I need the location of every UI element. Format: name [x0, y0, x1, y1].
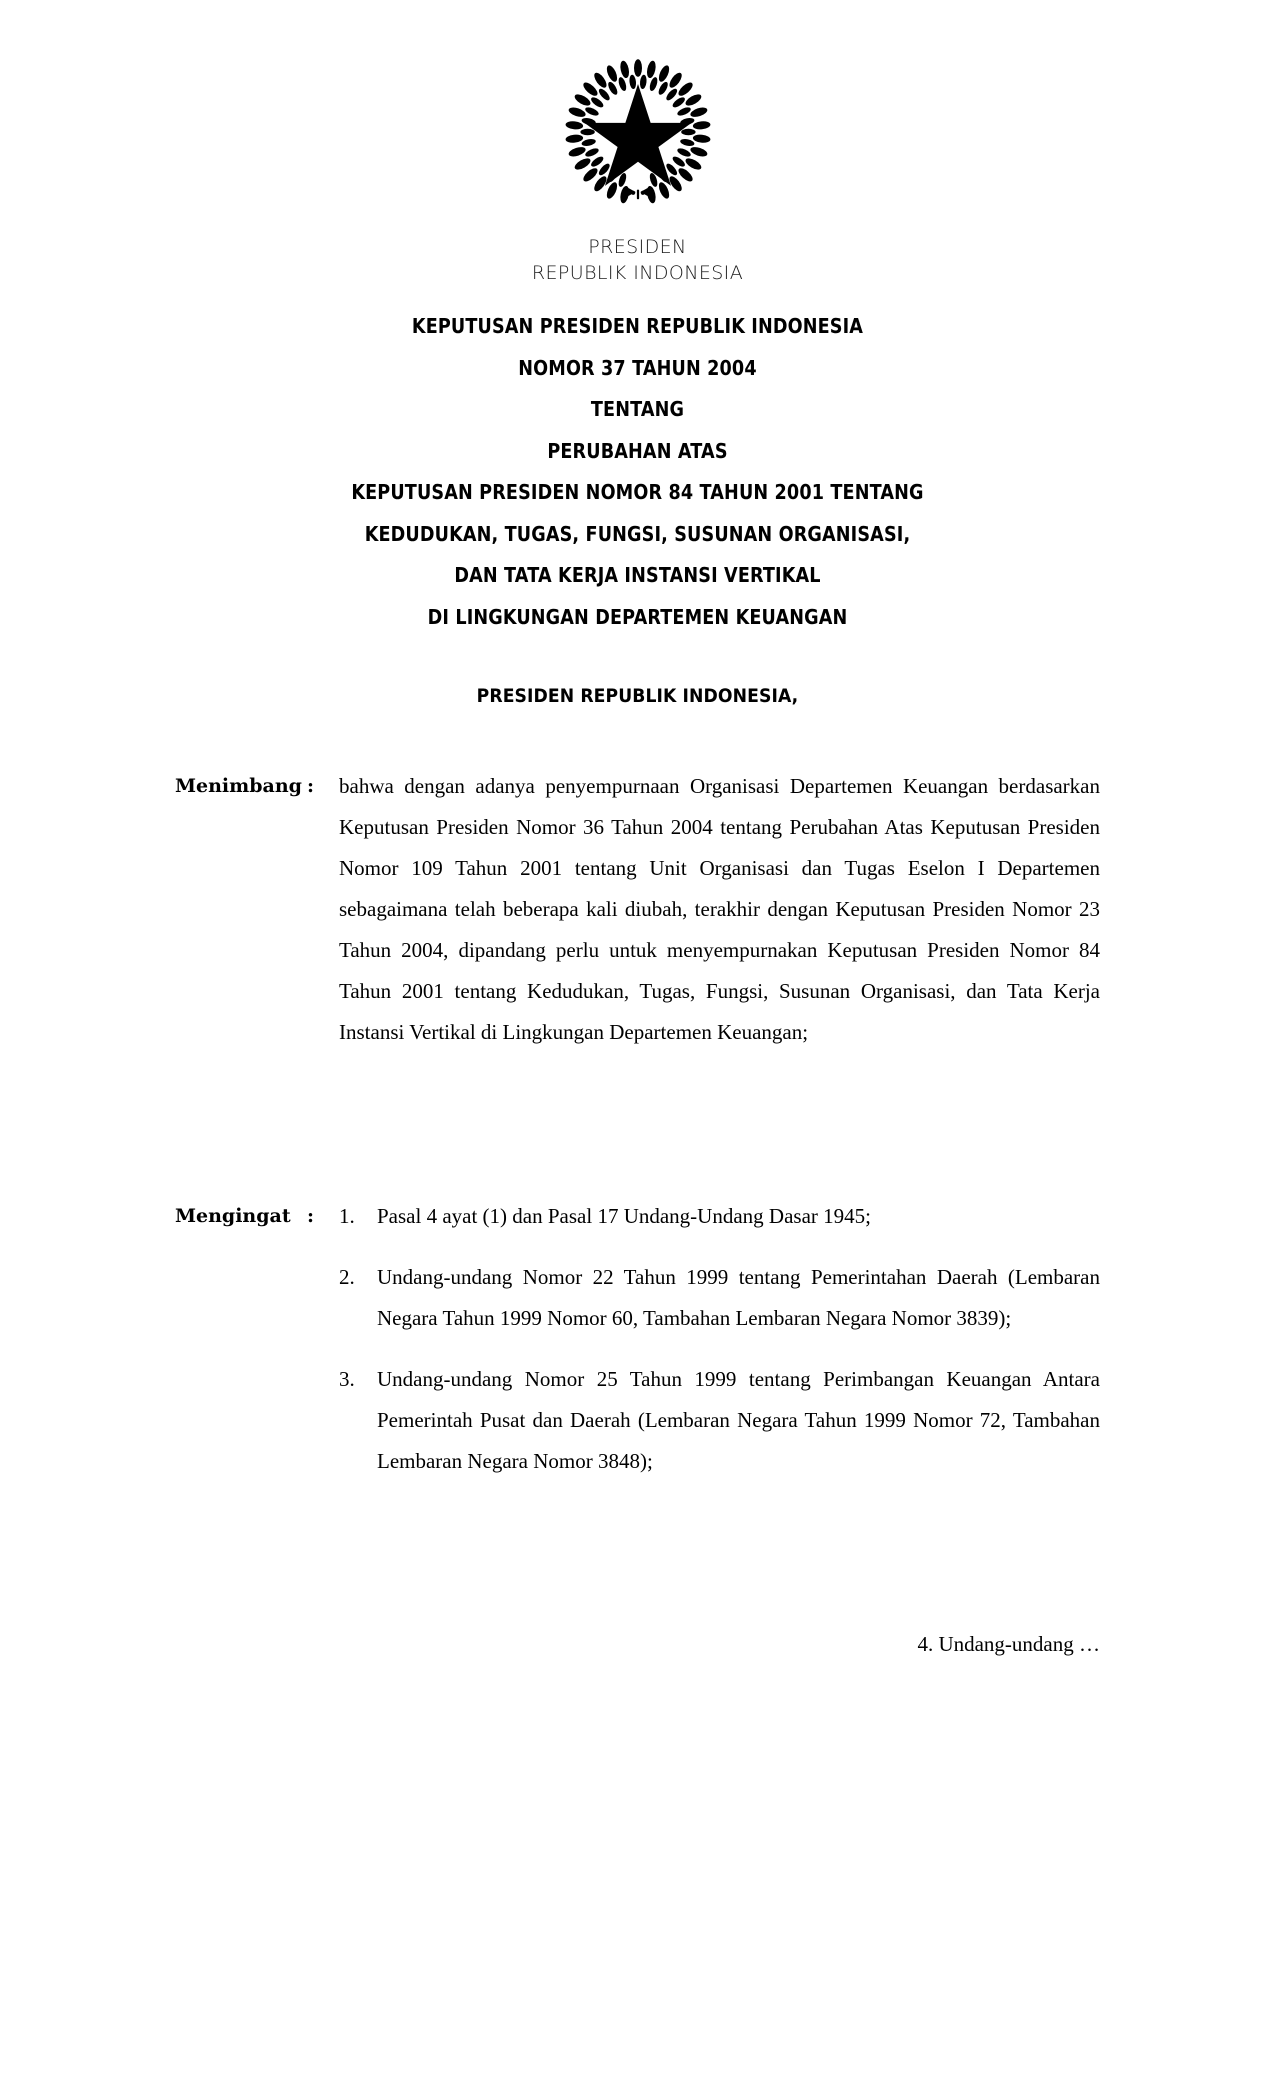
title-line-subject-1: PERUBAHAN ATAS [547, 438, 728, 463]
list-item-text: Undang-undang Nomor 25 Tahun 1999 tentang Perimbangan Keuangan Antara Pemerintah Pusat dan Daerah (Lembaran Negara Tahun 1999 Nomor 72, Tambahan Lembaran Negara Nomor 3848); [377, 1367, 1100, 1473]
emblem-caption-line1: PRESIDEN [588, 236, 687, 258]
enacting-clause: PRESIDEN REPUBLIK INDONESIA, [476, 686, 799, 707]
title-line-number: NOMOR 37 TAHUN 2004 [518, 355, 757, 380]
emblem-container [0, 52, 1275, 217]
clause-body-mengingat [339, 1196, 1100, 1482]
clause-colon-mengingat: : [307, 1205, 315, 1227]
title-line-subject-5: DI LINGKUNGAN DEPARTEMEN KEUANGAN [427, 604, 848, 629]
clause-colon-menimbang: : [307, 775, 315, 797]
list-item-marker: 2. [339, 1265, 355, 1289]
clause-label-mengingat: Mengingat [175, 1205, 291, 1227]
title-line-subject-3: KEDUDUKAN, TUGAS, FUNGSI, SUSUNAN ORGANISASI, [364, 521, 911, 546]
page-catchword: 4. Undang-undang … [917, 1632, 1100, 1656]
menimbang-paragraph: bahwa dengan adanya penyempurnaan Organisasi Departemen Keuangan berdasarkan Keputusan Presiden Nomor 36 Tahun 2004 tentang Perubahan Atas Keputusan Presiden Nomor 109 Tahun 2001 tentang Unit Organisasi dan Tugas Eselon I Departemen sebagaimana telah beberapa kali diubah, terakhir dengan Keputusan Presiden Nomor 23 Tahun 2004, dipandang perlu untuk menyempurnakan Keputusan Presiden Nomor 84 Tahun 2001 tentang Kedudukan, Tugas, Fungsi, Susunan Organisasi, dan Tata Kerja Instansi Vertikal di Lingkungan Departemen Keuangan; [339, 774, 1100, 1044]
list-item-text: Pasal 4 ayat (1) dan Pasal 17 Undang-Undang Dasar 1945; [377, 1204, 871, 1228]
emblem-caption-line2: REPUBLIK INDONESIA [531, 262, 744, 285]
list-item-text: Undang-undang Nomor 22 Tahun 1999 tentang Pemerintahan Daerah (Lembaran Negara Tahun 1999 Nomor 60, Tambahan Lembaran Negara Nomor 3839); [377, 1265, 1100, 1330]
clause-label-menimbang: Menimbang [175, 775, 302, 797]
emblem-caption [0, 234, 1275, 286]
list-item [339, 1257, 1100, 1339]
clause-mengingat [175, 1196, 1100, 1482]
list-item [339, 1196, 1100, 1237]
list-item-marker: 3. [339, 1367, 355, 1391]
title-line-subject-4: DAN TATA KERJA INSTANSI VERTIKAL [454, 563, 821, 587]
garuda-star-wreath-icon [558, 52, 718, 212]
title-line-1: KEPUTUSAN PRESIDEN REPUBLIK INDONESIA [411, 314, 864, 338]
title-line-tentang: TENTANG [590, 397, 685, 421]
mengingat-list [339, 1196, 1100, 1482]
list-item-marker: 1. [339, 1204, 355, 1228]
clause-menimbang [175, 766, 1100, 1053]
document-title-block [0, 306, 1275, 638]
clause-body-menimbang [339, 766, 1100, 1053]
list-item [339, 1359, 1100, 1482]
title-line-subject-2: KEPUTUSAN PRESIDEN NOMOR 84 TAHUN 2001 TENTANG [351, 480, 924, 504]
